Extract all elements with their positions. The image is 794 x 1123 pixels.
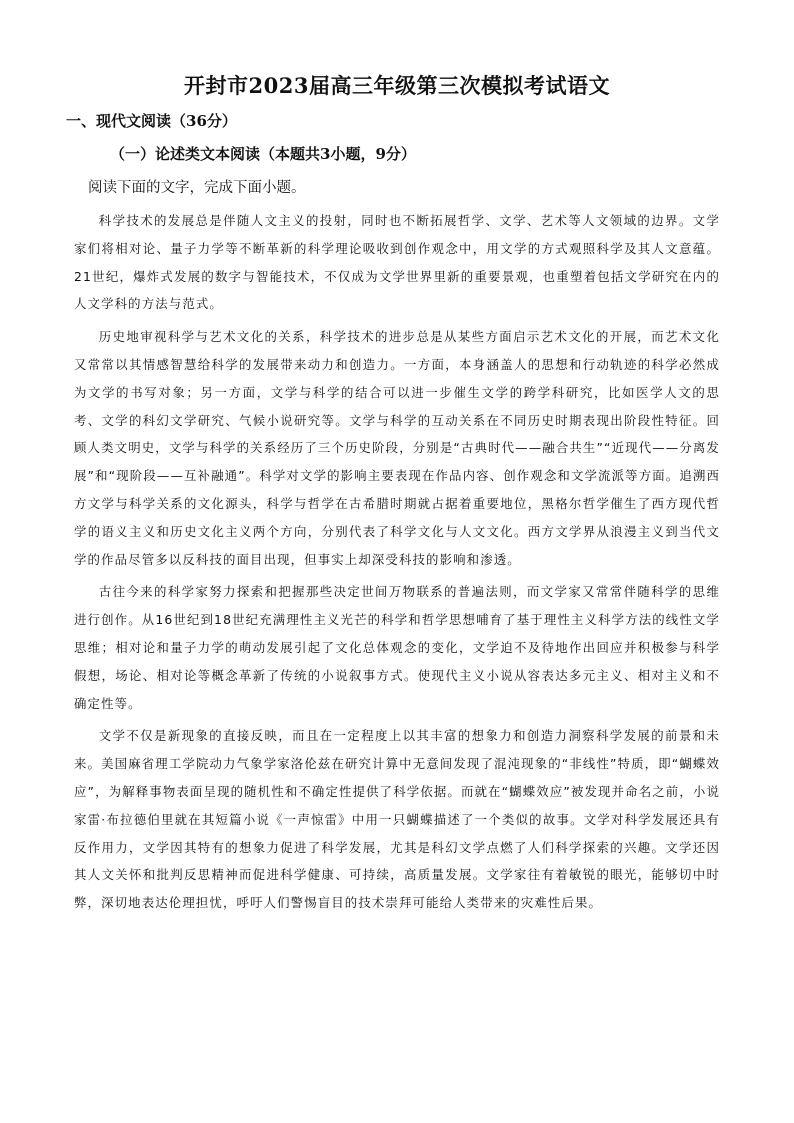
paragraph-4: 文学不仅是新现象的直接反映，而且在一定程度上以其丰富的想象力和创造力洞察科学发展的前景和未来。美国麻省理工学院动力气象学家洛伦兹在研究计算中无意间发现了混沌现象的“非线性”特质，即“蝴蝶效应”，为解释事物表面呈现的随机性和不确定性提供了科学依据。而就在“蝴蝶效应”被发现并命名之前，小说家雷·布拉德伯里就在其短篇小说《一声惊雷》中用一只蝴蝶描述了一个类似的故事。文学对科学发展还具有反作用力，文学因其特有的想象力促进了科学发展，尤其是科幻文学点燃了人们科学探索的兴趣。文学还因其人文关怀和批判反思精神而促进科学健康、可持续，高质量发展。文学家往有着敏锐的眼光，能够切中时弊，深切地表达伦理担忧，呼吁人们警惕盲目的技术崇拜可能给人类带来的灾难性后果。: [74, 728, 720, 911]
page-title: 开封市2023届高三年级第三次模拟考试语文: [184, 73, 610, 98]
paragraph-2: 历史地审视科学与艺术文化的关系，科学技术的进步总是从某些方面启示艺术文化的开展，而艺术文化又常常以其情感智慧给科学的发展带来动力和创造力。一方面，本身涵盖人的思想和行动轨迹的科学必然成为文学的书写对象；另一方面，文学与科学的结合可以进一步催生文学的跨学科研究，比如医学人文的思考、文学的科幻文学研究、气候小说研究等。文学与科学的互动关系在不同历史时期表现出阶段性特征。回顾人类文明史，文学与科学的关系经历了三个历史阶段，分别是“古典时代——融合共生”“近现代——分离发展”和“现阶段——互补融通”。科学对文学的影响主要表现在作品内容、创作观念和文学流派等方面。追溯西方文学与科学关系的文化源头，科学与哲学在古希腊时期就占据着重要地位，黑格尔哲学催生了西方现代哲学的语义主义和历史文化主义两个方向，分别代表了科学文化与人文文化。西方文学界从浪漫主义到当代文学的作品尽管多以反科技的面目出现，但事实上却深受科技的影响和渗透。: [74, 329, 720, 567]
paragraph-1: 科学技术的发展总是伴随人文主义的投射，同时也不断拓展哲学、文学、艺术等人文领域的边界。文学家们将相对论、量子力学等不断革新的科学理论吸收到创作观念中，用文学的方式观照科学及其人文意蕴。21世纪，爆炸式发展的数字与智能技术，不仅成为文学世界里新的重要景观，也重塑着包括文学研究在内的人文学科的方法与范式。: [74, 213, 720, 312]
section-heading: 一、现代文阅读（36分）: [66, 112, 237, 130]
paragraph-3: 古往今来的科学家努力探索和把握那些决定世间万物联系的普遍法则，而文学家又常常伴随科学的思维进行创作。从16世纪到18世纪充满理性主义光芒的科学和哲学思想哺育了基于理性主义科学方法的线性文学思维；相对论和量子力学的萌动发展引起了文化总体观念的变化，文学迫不及待地作出回应并积极参与科学假想，场论、相对论等概念革新了传统的小说叙事方式。使现代主义小说从容表达多元主义、相对主义和不确定性等。: [74, 584, 720, 711]
subsection-heading: （一）论述类文本阅读（本题共3小题，9分）: [110, 145, 416, 163]
reading-instruction: 阅读下面的文字，完成下面小题。: [88, 180, 306, 196]
